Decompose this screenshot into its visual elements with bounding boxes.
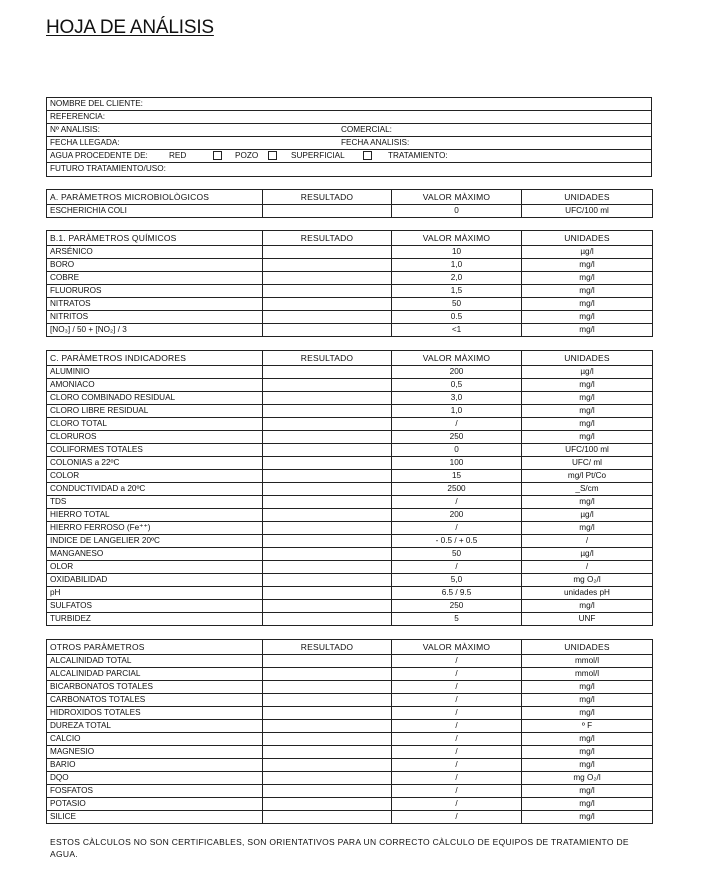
source-pozo-checkbox[interactable] bbox=[268, 151, 277, 160]
parameter-name: HIERRO TOTAL bbox=[47, 509, 263, 522]
source-red-checkbox[interactable] bbox=[213, 151, 222, 160]
source-pozo-label: POZO bbox=[235, 151, 259, 160]
parameter-row bbox=[47, 379, 653, 392]
unit-cell: mg/l bbox=[522, 733, 653, 746]
unit-cell: µg/l bbox=[522, 509, 653, 522]
result-header: RESULTADO bbox=[263, 351, 392, 366]
unit-cell: / bbox=[522, 561, 653, 574]
parameter-row bbox=[47, 668, 653, 681]
max-value-cell: / bbox=[392, 418, 522, 431]
max-value-cell: 15 bbox=[392, 470, 522, 483]
max-value-header: VALOR MÀXIMO bbox=[392, 190, 522, 205]
parameter-name: CONDUCTIVIDAD a 20ºC bbox=[47, 483, 263, 496]
future-treatment-label: FUTURO TRATAMIENTO/USO: bbox=[50, 164, 166, 173]
parameter-name: FOSFATOS bbox=[47, 785, 263, 798]
section-header-row bbox=[47, 190, 653, 205]
max-value-cell: / bbox=[392, 681, 522, 694]
parameter-name: [NO₃] / 50 + [NO₂] / 3 bbox=[47, 324, 263, 337]
section-table bbox=[46, 350, 653, 626]
result-cell[interactable] bbox=[263, 707, 392, 720]
result-cell[interactable] bbox=[263, 405, 392, 418]
unit-cell: mg/l bbox=[522, 811, 653, 824]
result-cell[interactable] bbox=[263, 457, 392, 470]
parameter-name: TURBIDEZ bbox=[47, 613, 263, 626]
max-value-header: VALOR MÀXIMO bbox=[392, 640, 522, 655]
parameter-name: FLUORUROS bbox=[47, 285, 263, 298]
parameter-name: HIDROXIDOS TOTALES bbox=[47, 707, 263, 720]
parameter-name: pH bbox=[47, 587, 263, 600]
page-title: HOJA DE ANÁLISIS bbox=[46, 17, 214, 38]
result-cell[interactable] bbox=[263, 311, 392, 324]
unit-cell: mg/l bbox=[522, 272, 653, 285]
max-value-cell: 1,5 bbox=[392, 285, 522, 298]
source-red-label: RED bbox=[169, 151, 187, 160]
max-value-cell: 1,0 bbox=[392, 405, 522, 418]
max-value-cell: 200 bbox=[392, 509, 522, 522]
result-cell[interactable] bbox=[263, 522, 392, 535]
parameter-row bbox=[47, 746, 653, 759]
parameter-row bbox=[47, 785, 653, 798]
parameter-row bbox=[47, 483, 653, 496]
result-cell[interactable] bbox=[263, 720, 392, 733]
result-cell[interactable] bbox=[263, 392, 392, 405]
result-cell[interactable] bbox=[263, 600, 392, 613]
parameter-row bbox=[47, 444, 653, 457]
reference-row[interactable] bbox=[47, 111, 651, 124]
parameter-row bbox=[47, 311, 653, 324]
max-value-cell: 6.5 / 9.5 bbox=[392, 587, 522, 600]
parameter-row bbox=[47, 246, 653, 259]
parameter-name: COLIFORMES TOTALES bbox=[47, 444, 263, 457]
result-cell[interactable] bbox=[263, 561, 392, 574]
parameter-row bbox=[47, 772, 653, 785]
unit-cell: mg/l bbox=[522, 379, 653, 392]
max-value-cell: 0.5 bbox=[392, 311, 522, 324]
max-value-cell: 3,0 bbox=[392, 392, 522, 405]
max-value-cell: 2500 bbox=[392, 483, 522, 496]
parameter-name: COLONIAS a 22ºC bbox=[47, 457, 263, 470]
result-cell[interactable] bbox=[263, 509, 392, 522]
max-value-header: VALOR MÀXIMO bbox=[392, 351, 522, 366]
max-value-cell: / bbox=[392, 772, 522, 785]
max-value-cell: 200 bbox=[392, 366, 522, 379]
units-header: UNIDADES bbox=[522, 640, 653, 655]
water-source-row bbox=[47, 150, 651, 163]
section-header-row bbox=[47, 640, 653, 655]
unit-cell: mg/l bbox=[522, 496, 653, 509]
commercial-label: COMERCIAL: bbox=[341, 125, 392, 134]
unit-cell: UFC/100 ml bbox=[522, 205, 653, 218]
result-cell[interactable] bbox=[263, 681, 392, 694]
section-table bbox=[46, 230, 653, 337]
result-cell[interactable] bbox=[263, 418, 392, 431]
max-value-cell: / bbox=[392, 733, 522, 746]
parameter-row bbox=[47, 392, 653, 405]
parameter-row bbox=[47, 205, 653, 218]
max-value-cell: 0 bbox=[392, 444, 522, 457]
unit-cell: UFC/100 ml bbox=[522, 444, 653, 457]
result-cell[interactable] bbox=[263, 379, 392, 392]
parameter-row bbox=[47, 574, 653, 587]
max-value-cell: 50 bbox=[392, 548, 522, 561]
unit-cell: µg/l bbox=[522, 548, 653, 561]
parameter-name: HIERRO FERROSO (Fe⁺⁺) bbox=[47, 522, 263, 535]
section-title: B.1. PARÀMETROS QUÍMICOS bbox=[47, 231, 263, 246]
parameter-row bbox=[47, 431, 653, 444]
section-table bbox=[46, 639, 653, 824]
reference-label: REFERENCIA: bbox=[50, 112, 106, 121]
parameter-row bbox=[47, 548, 653, 561]
parameter-row bbox=[47, 655, 653, 668]
treatment-label: TRATAMIENTO: bbox=[388, 151, 448, 160]
parameter-name: CLORO LIBRE RESIDUAL bbox=[47, 405, 263, 418]
max-value-cell: / bbox=[392, 707, 522, 720]
parameter-row bbox=[47, 259, 653, 272]
parameter-name: ALCALINIDAD PARCIAL bbox=[47, 668, 263, 681]
unit-cell: mg O₂/l bbox=[522, 772, 653, 785]
source-superficial-label: SUPERFICIAL bbox=[291, 151, 345, 160]
max-value-cell: 0,5 bbox=[392, 379, 522, 392]
max-value-cell: / bbox=[392, 694, 522, 707]
max-value-cell: <1 bbox=[392, 324, 522, 337]
client-info-box bbox=[46, 97, 652, 177]
unit-cell: mg/l bbox=[522, 707, 653, 720]
max-value-cell: 5,0 bbox=[392, 574, 522, 587]
section-header-row bbox=[47, 231, 653, 246]
parameter-name: ARSÉNICO bbox=[47, 246, 263, 259]
result-cell[interactable] bbox=[263, 431, 392, 444]
parameter-name: POTASIO bbox=[47, 798, 263, 811]
parameter-row bbox=[47, 324, 653, 337]
parameter-name: ALUMINIO bbox=[47, 366, 263, 379]
parameter-row bbox=[47, 298, 653, 311]
parameter-name: CARBONATOS TOTALES bbox=[47, 694, 263, 707]
section-title: C. PARÀMETROS INDICADORES bbox=[47, 351, 263, 366]
result-cell[interactable] bbox=[263, 548, 392, 561]
unit-cell: mmol/l bbox=[522, 668, 653, 681]
result-cell[interactable] bbox=[263, 785, 392, 798]
parameter-name: OXIDABILIDAD bbox=[47, 574, 263, 587]
unit-cell: mg O₂/l bbox=[522, 574, 653, 587]
units-header: UNIDADES bbox=[522, 190, 653, 205]
parameter-name: DUREZA TOTAL bbox=[47, 720, 263, 733]
result-cell[interactable] bbox=[263, 324, 392, 337]
parameter-row bbox=[47, 681, 653, 694]
parameter-row bbox=[47, 509, 653, 522]
section-header-row bbox=[47, 351, 653, 366]
parameter-row bbox=[47, 561, 653, 574]
max-value-cell: 1,0 bbox=[392, 259, 522, 272]
result-cell[interactable] bbox=[263, 535, 392, 548]
analysis-number-row[interactable] bbox=[47, 124, 651, 137]
unit-cell: mg/l bbox=[522, 785, 653, 798]
result-cell[interactable] bbox=[263, 733, 392, 746]
max-value-cell: 2,0 bbox=[392, 272, 522, 285]
section-table bbox=[46, 189, 653, 218]
result-cell[interactable] bbox=[263, 574, 392, 587]
max-value-cell: / bbox=[392, 746, 522, 759]
result-cell[interactable] bbox=[263, 483, 392, 496]
parameter-row bbox=[47, 811, 653, 824]
result-cell[interactable] bbox=[263, 205, 392, 218]
source-superficial-checkbox[interactable] bbox=[363, 151, 372, 160]
parameter-name: CALCIO bbox=[47, 733, 263, 746]
unit-cell: unidades pH bbox=[522, 587, 653, 600]
unit-cell: mg/l bbox=[522, 431, 653, 444]
max-value-cell: - 0.5 / + 0.5 bbox=[392, 535, 522, 548]
parameter-row bbox=[47, 535, 653, 548]
unit-cell: mg/l bbox=[522, 694, 653, 707]
parameter-row bbox=[47, 457, 653, 470]
result-cell[interactable] bbox=[263, 746, 392, 759]
unit-cell: mg/l bbox=[522, 311, 653, 324]
max-value-cell: / bbox=[392, 496, 522, 509]
result-cell[interactable] bbox=[263, 772, 392, 785]
parameter-row bbox=[47, 707, 653, 720]
parameter-row bbox=[47, 496, 653, 509]
disclaimer-note: ESTOS CÀLCULOS NO SON CERTIFICABLES, SON ORIENTATIVOS PARA UN CORRECTO CÀLCULO DE EQUIPOS DE TRATAMIENTO DE AGUA. bbox=[50, 837, 629, 859]
unit-cell: UNF bbox=[522, 613, 653, 626]
parameter-name: BARIO bbox=[47, 759, 263, 772]
max-value-cell: 5 bbox=[392, 613, 522, 626]
unit-cell: µg/l bbox=[522, 366, 653, 379]
result-cell[interactable] bbox=[263, 496, 392, 509]
parameter-name: TDS bbox=[47, 496, 263, 509]
parameter-name: MAGNESIO bbox=[47, 746, 263, 759]
parameter-name: SILICE bbox=[47, 811, 263, 824]
max-value-cell: 10 bbox=[392, 246, 522, 259]
parameter-name: COBRE bbox=[47, 272, 263, 285]
parameter-name: SULFATOS bbox=[47, 600, 263, 613]
result-cell[interactable] bbox=[263, 798, 392, 811]
max-value-cell: / bbox=[392, 785, 522, 798]
unit-cell: UFC/ ml bbox=[522, 457, 653, 470]
parameter-row bbox=[47, 600, 653, 613]
parameter-name: BICARBONATOS TOTALES bbox=[47, 681, 263, 694]
parameter-name: BORO bbox=[47, 259, 263, 272]
unit-cell: mg/l bbox=[522, 418, 653, 431]
max-value-cell: / bbox=[392, 561, 522, 574]
result-cell[interactable] bbox=[263, 613, 392, 626]
parameter-row bbox=[47, 798, 653, 811]
parameter-name: CLORUROS bbox=[47, 431, 263, 444]
client-name-row[interactable] bbox=[47, 98, 651, 111]
unit-cell: mg/l bbox=[522, 746, 653, 759]
parameter-name: OLOR bbox=[47, 561, 263, 574]
parameter-row bbox=[47, 613, 653, 626]
max-value-cell: 250 bbox=[392, 600, 522, 613]
parameter-name: MANGANESO bbox=[47, 548, 263, 561]
unit-cell: mg/l bbox=[522, 298, 653, 311]
parameter-row bbox=[47, 522, 653, 535]
result-header: RESULTADO bbox=[263, 640, 392, 655]
unit-cell: mg/l bbox=[522, 405, 653, 418]
parameter-row bbox=[47, 418, 653, 431]
max-value-cell: / bbox=[392, 720, 522, 733]
arrival-date-label: FECHA LLEGADA: bbox=[50, 138, 120, 147]
parameter-row bbox=[47, 720, 653, 733]
parameter-row bbox=[47, 366, 653, 379]
parameter-row bbox=[47, 405, 653, 418]
unit-cell: mg/l bbox=[522, 798, 653, 811]
units-header: UNIDADES bbox=[522, 231, 653, 246]
parameter-name: CLORO COMBINADO RESIDUAL bbox=[47, 392, 263, 405]
analysis-number-label: Nº ANALISIS: bbox=[50, 125, 100, 134]
result-cell[interactable] bbox=[263, 298, 392, 311]
result-cell[interactable] bbox=[263, 759, 392, 772]
result-cell[interactable] bbox=[263, 655, 392, 668]
unit-cell: _S/cm bbox=[522, 483, 653, 496]
parameter-row bbox=[47, 272, 653, 285]
result-cell[interactable] bbox=[263, 272, 392, 285]
unit-cell: mg/l bbox=[522, 285, 653, 298]
parameter-row bbox=[47, 470, 653, 483]
result-cell[interactable] bbox=[263, 694, 392, 707]
unit-cell: mmol/l bbox=[522, 655, 653, 668]
parameter-name: NITRATOS bbox=[47, 298, 263, 311]
unit-cell: mg/l bbox=[522, 522, 653, 535]
parameter-row bbox=[47, 733, 653, 746]
parameter-name: AMONIACO bbox=[47, 379, 263, 392]
result-cell[interactable] bbox=[263, 285, 392, 298]
parameter-row bbox=[47, 285, 653, 298]
max-value-cell: 250 bbox=[392, 431, 522, 444]
parameter-name: INDICE DE LANGELIER 20ºC bbox=[47, 535, 263, 548]
unit-cell: µg/l bbox=[522, 246, 653, 259]
result-cell[interactable] bbox=[263, 811, 392, 824]
parameter-name: ALCALINIDAD TOTAL bbox=[47, 655, 263, 668]
future-treatment-row[interactable] bbox=[47, 163, 651, 176]
max-value-header: VALOR MÀXIMO bbox=[392, 231, 522, 246]
parameter-row bbox=[47, 694, 653, 707]
result-header: RESULTADO bbox=[263, 231, 392, 246]
units-header: UNIDADES bbox=[522, 351, 653, 366]
unit-cell: mg/l bbox=[522, 392, 653, 405]
max-value-cell: / bbox=[392, 522, 522, 535]
unit-cell: mg/l bbox=[522, 600, 653, 613]
result-cell[interactable] bbox=[263, 246, 392, 259]
max-value-cell: 50 bbox=[392, 298, 522, 311]
result-cell[interactable] bbox=[263, 366, 392, 379]
result-cell[interactable] bbox=[263, 470, 392, 483]
result-header: RESULTADO bbox=[263, 190, 392, 205]
unit-cell: mg/l bbox=[522, 681, 653, 694]
parameter-name: ESCHERICHIA COLI bbox=[47, 205, 263, 218]
parameter-name: COLOR bbox=[47, 470, 263, 483]
result-cell[interactable] bbox=[263, 587, 392, 600]
result-cell[interactable] bbox=[263, 444, 392, 457]
unit-cell: º F bbox=[522, 720, 653, 733]
max-value-cell: / bbox=[392, 798, 522, 811]
max-value-cell: / bbox=[392, 655, 522, 668]
parameter-row bbox=[47, 759, 653, 772]
parameter-row bbox=[47, 587, 653, 600]
max-value-cell: 0 bbox=[392, 205, 522, 218]
unit-cell: mg/l bbox=[522, 759, 653, 772]
unit-cell: mg/l Pt/Co bbox=[522, 470, 653, 483]
client-name-label: NOMBRE DEL CLIENTE: bbox=[50, 99, 143, 108]
unit-cell: mg/l bbox=[522, 259, 653, 272]
analysis-date-label: FECHA ANALISIS: bbox=[341, 138, 410, 147]
unit-cell: mg/l bbox=[522, 324, 653, 337]
result-cell[interactable] bbox=[263, 668, 392, 681]
unit-cell: / bbox=[522, 535, 653, 548]
dates-row[interactable] bbox=[47, 137, 651, 150]
max-value-cell: / bbox=[392, 811, 522, 824]
section-title: A. PARÀMETROS MICROBIOLÒGICOS bbox=[47, 190, 263, 205]
max-value-cell: / bbox=[392, 759, 522, 772]
max-value-cell: 100 bbox=[392, 457, 522, 470]
section-title: OTROS PARÀMETROS bbox=[47, 640, 263, 655]
result-cell[interactable] bbox=[263, 259, 392, 272]
parameter-name: DQO bbox=[47, 772, 263, 785]
water-source-label: AGUA PROCEDENTE DE: bbox=[50, 151, 148, 160]
parameter-name: CLORO TOTAL bbox=[47, 418, 263, 431]
parameter-name: NITRITOS bbox=[47, 311, 263, 324]
max-value-cell: / bbox=[392, 668, 522, 681]
